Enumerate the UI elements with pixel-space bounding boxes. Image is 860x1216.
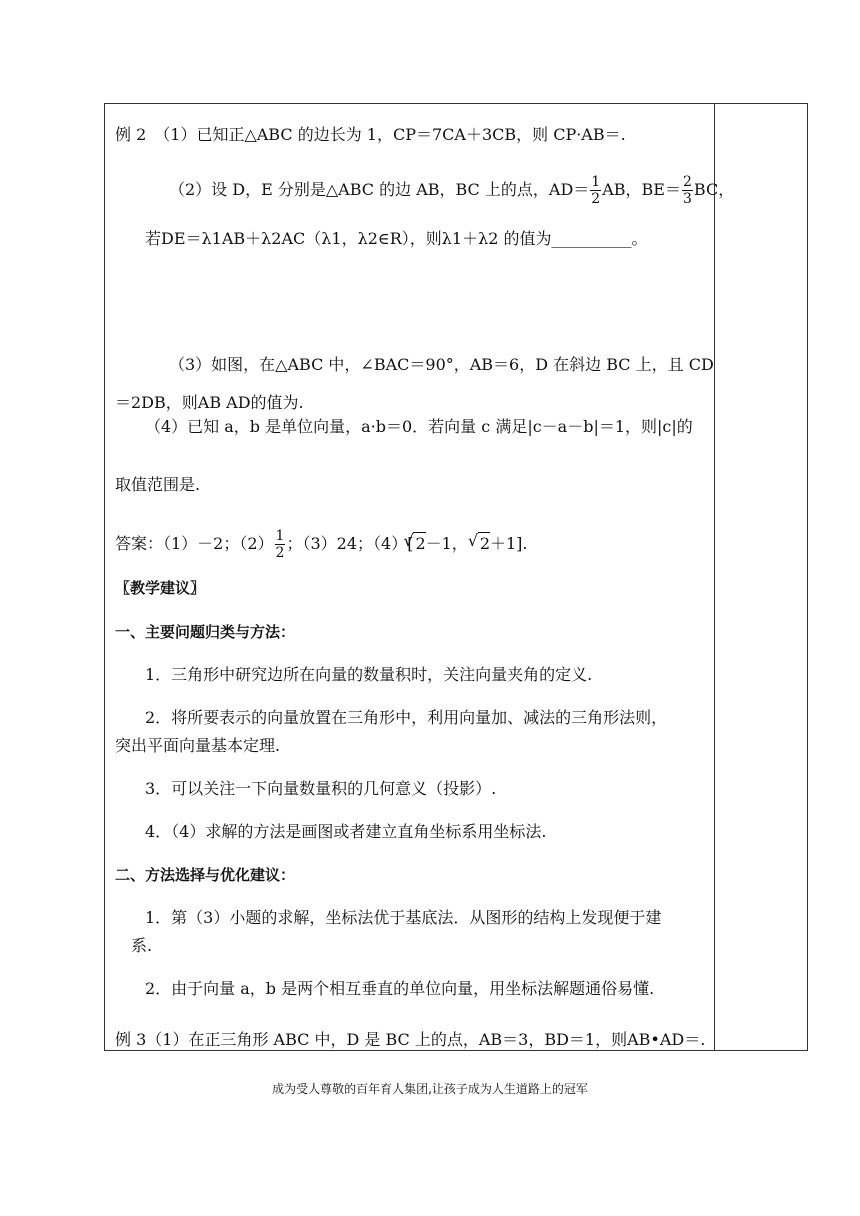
ex2-part3: （3）如图，在△ABC 中，∠BAC＝90°，AB＝6，D 在斜边 BC 上，且 CD (169, 355, 714, 374)
advice-2-1-cont: 系. (131, 936, 153, 955)
frac-den: 3 (682, 191, 692, 207)
frac-den: 2 (275, 545, 285, 561)
fraction-one-half (590, 174, 601, 207)
answer-line (115, 528, 528, 561)
answer-text-c: －1， (425, 534, 468, 553)
advice-section-1: 一、主要问题归类与方法： (115, 623, 296, 641)
ex2-part4: （4）已知 a，b 是单位向量，a·b＝0．若向量 c 满足|c－a－b|＝1，则|c|的 (145, 417, 693, 436)
page-footer: 成为受人尊敬的百年育人集团,让孩子成为人生道路上的冠军 (272, 1082, 588, 1096)
advice-1-3: 3．可以关注一下向量数量积的几何意义（投影）. (145, 779, 497, 798)
answer-text-a: 答案：（1）－2；（2） (115, 534, 274, 553)
advice-2-2: 2．由于向量 a，b 是两个相互垂直的单位向量，用坐标法解题通俗易懂. (145, 979, 655, 998)
advice-1-2-cont: 突出平面向量基本定理. (115, 736, 281, 755)
content-table (104, 103, 808, 1051)
ex2-part2 (169, 174, 734, 207)
ex2-part4-line2: 取值范围是. (115, 475, 201, 494)
advice-section-2: 二、方法选择与优化建议： (115, 866, 296, 884)
frac-den: 2 (591, 191, 601, 207)
ex2-part1: 例 2 （1）已知正△ABC 的边长为 1，CP＝7CA＋3CB，则 CP·AB＝. (115, 125, 626, 144)
frac-num: 1 (275, 528, 285, 544)
ex2-part2-text-a: （2）设 D，E 分别是△ABC 的边 AB，BC 上的点，AD＝ (169, 180, 590, 199)
ex2-part2-line2: 若DE＝λ1AB＋λ2AC（λ1，λ2∈R），则λ1＋λ2 的值为__________。 (145, 229, 648, 248)
answer-text-d: ＋1]. (490, 534, 528, 553)
advice-1-2: 2．将所要表示的向量放置在三角形中，利用向量加、减法的三角形法则， (145, 708, 668, 727)
advice-2-1: 1．第（3）小题的求解，坐标法优于基底法．从图形的结构上发现便于建 (145, 908, 662, 927)
answer-text-b: ；（3）24；（4）[ (286, 534, 414, 553)
ex2-part2-text-b: AB，BE＝ (602, 180, 681, 199)
advice-1-1: 1．三角形中研究边所在向量的数量积时，关注向量夹角的定义. (145, 665, 593, 684)
fraction-two-thirds (682, 174, 693, 207)
frac-num: 2 (682, 174, 692, 190)
ex2-part3-line2: ＝2DB，则AB AD的值为. (115, 393, 304, 412)
frac-num: 1 (591, 174, 601, 190)
sqrt-two: √ 2 (478, 532, 490, 555)
side-column-divider (714, 104, 715, 1050)
advice-title: 〖教学建议〗 (115, 579, 206, 597)
ex2-part2-text-c: BC， (693, 180, 735, 199)
ex3-part1: 例 3（1）在正三角形 ABC 中，D 是 BC 上的点，AB＝3，BD＝1，则AB•AD＝. (115, 1030, 706, 1049)
answer-fraction (275, 528, 286, 561)
advice-1-4: 4．（4）求解的方法是画图或者建立直角坐标系用坐标法. (145, 822, 547, 841)
sqrt-two: √ 2 (413, 532, 425, 555)
